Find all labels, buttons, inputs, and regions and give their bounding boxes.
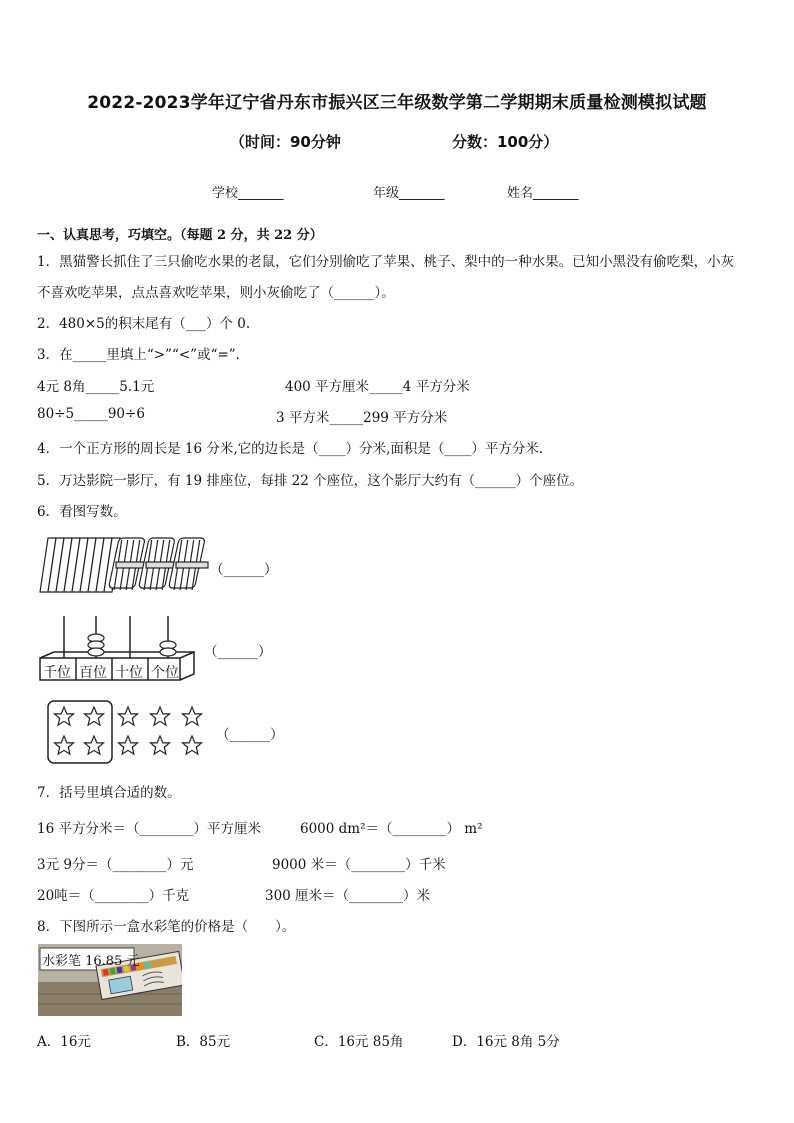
school-field: 学校_______	[212, 186, 284, 201]
option-d[interactable]: D．16元 8角 5分	[452, 1034, 560, 1050]
section-heading: 一、认真思考，巧填空。（每题 2 分，共 22 分）	[37, 228, 323, 243]
question-7-item: 3元 9分＝（________）元	[37, 857, 194, 873]
question-1-line-2: 不喜欢吃苹果，点点喜欢吃苹果，则小灰偷吃了（______）。	[37, 285, 395, 301]
question-1-line-1: 1．黑猫警长抓住了三只偷吃水果的老鼠，它们分别偷吃了苹果、桃子、梨中的一种水果。已知小黑没有偷吃梨，小灰	[37, 254, 735, 270]
question-7-item: 20吨＝（________）千克	[37, 888, 190, 904]
answer-blank[interactable]: （______）	[216, 727, 284, 743]
option-b[interactable]: B．85元	[176, 1034, 231, 1050]
option-c[interactable]: C．16元 85角	[314, 1034, 404, 1050]
question-7-item: 6000 dm²＝（________） m²	[300, 821, 483, 837]
time-label: （时间：90分钟	[230, 133, 341, 151]
question-3: 3．在_____里填上“>”“<”或“=”．	[37, 347, 250, 363]
abacus-label-ones: 个位	[151, 665, 179, 681]
question-3-item: 80÷5_____90÷6	[37, 406, 145, 422]
question-3-item: 3 平方米_____299 平方分米	[276, 410, 448, 426]
question-2: 2．480×5的积末尾有（___）个 0.	[37, 316, 251, 332]
question-6: 6．看图写数。	[37, 504, 127, 520]
question-3-item: 4元 8角_____5.1元	[37, 379, 155, 395]
question-7-item: 9000 米＝（________）千米	[272, 857, 446, 873]
grade-field: 年级_______	[373, 186, 445, 201]
answer-blank[interactable]: （______）	[204, 644, 272, 660]
abacus-label-thousands: 千位	[43, 665, 71, 681]
question-8: 8．下图所示一盒水彩笔的价格是（ ）。	[37, 919, 296, 935]
answer-blank[interactable]: （______）	[210, 562, 278, 578]
score-label: 分数：100分）	[452, 133, 559, 151]
abacus-label-tens: 十位	[115, 665, 143, 681]
name-field: 姓名_______	[507, 186, 579, 201]
question-3-item: 400 平方厘米_____4 平方分米	[285, 379, 470, 395]
question-7-item: 300 厘米＝（________）米	[265, 888, 431, 904]
question-7: 7．括号里填合适的数。	[37, 785, 181, 801]
page-title: 2022-2023学年辽宁省丹东市振兴区三年级数学第二学期期末质量检测模拟试题	[87, 93, 707, 113]
question-5: 5．万达影院一影厅，有 19 排座位，每排 22 个座位，这个影厅大约有（______）个座位。	[37, 473, 584, 489]
question-4: 4．一个正方形的周长是 16 分米,它的边长是（____）分米,面积是（____）平方分米．	[37, 441, 553, 457]
sticks-bundles-figure	[38, 530, 213, 600]
stars-figure	[46, 699, 216, 765]
price-sign: 水彩笔 16.85 元	[42, 954, 140, 969]
question-7-item: 16 平方分米＝（________）平方厘米	[37, 821, 261, 837]
abacus-label-hundreds: 百位	[79, 665, 107, 681]
option-a[interactable]: A．16元	[37, 1034, 91, 1050]
